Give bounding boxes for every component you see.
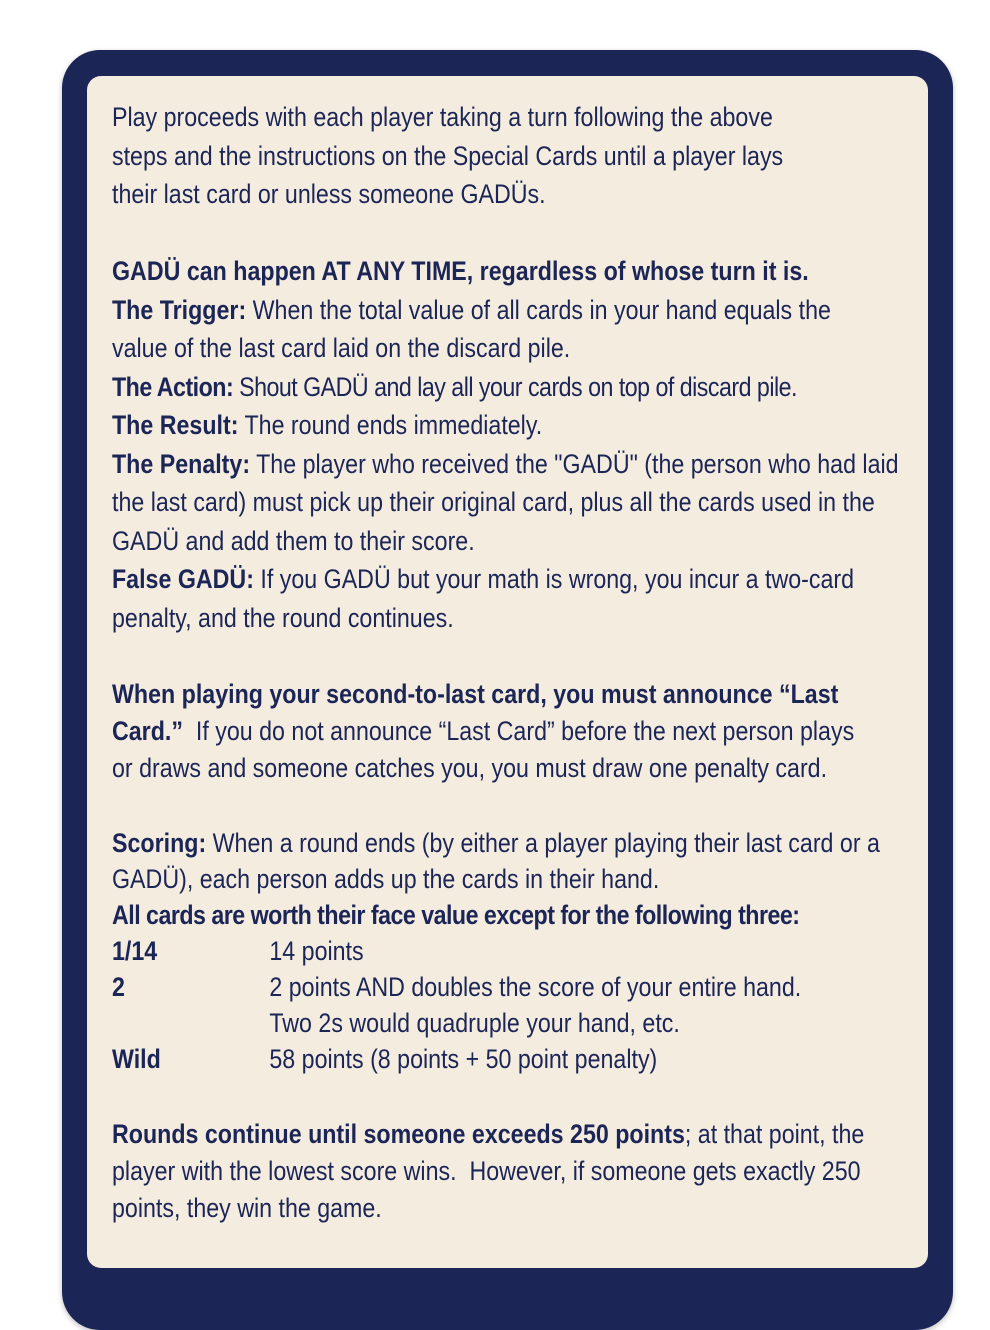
penalty-label: The Penalty: bbox=[112, 448, 251, 479]
action-label: The Action: bbox=[112, 371, 234, 402]
scoring-section bbox=[112, 825, 912, 1077]
last-card-text: If you do not announce “Last Card” before the next person plays or draws and someone catches you, you must draw one penalty card. bbox=[112, 715, 861, 783]
rules-content bbox=[112, 98, 912, 1227]
gadu-result bbox=[112, 406, 912, 445]
spacer bbox=[112, 637, 912, 676]
last-card-paragraph bbox=[112, 676, 877, 787]
score-row bbox=[112, 933, 912, 969]
score-row-value: 2 points AND doubles the score of your entire hand. Two 2s would quadruple your hand, etc. bbox=[269, 972, 814, 1038]
rules-card bbox=[62, 50, 953, 1330]
last-card-bold: When playing your second-to-last card, you must announce “Last Card.” bbox=[112, 678, 839, 746]
scoring-label: Scoring: bbox=[112, 828, 207, 858]
gadu-heading-text: GADÜ can happen AT ANY TIME, regardless of whose turn it is. bbox=[112, 256, 809, 286]
spacer bbox=[112, 214, 912, 253]
rounds-bold: Rounds continue until someone exceeds 250 points bbox=[112, 1118, 685, 1149]
rules-panel bbox=[87, 76, 928, 1268]
spacer bbox=[112, 1077, 912, 1116]
gadu-false bbox=[112, 560, 869, 637]
gadu-penalty bbox=[112, 445, 912, 561]
penalty-text: The player who received the "GADÜ" (the person who had laid the last card) must pick up their original card, plus all the cards used in the GADÜ and add them to their score. bbox=[112, 448, 899, 556]
score-row-value: 58 points (8 points + 50 point penalty) bbox=[269, 1044, 658, 1074]
gadu-heading bbox=[112, 252, 886, 291]
scoring-exception-text: All cards are worth their face value except for the following three: bbox=[112, 900, 800, 930]
gadu-trigger bbox=[112, 291, 886, 368]
false-label: False GADÜ: bbox=[112, 564, 254, 594]
scoring-text: When a round ends (by either a player playing their last card or a GADÜ), each person adds up the cards in their hand. bbox=[112, 828, 880, 894]
score-row-key: Wild bbox=[112, 1044, 161, 1074]
false-text: If you GADÜ but your math is wrong, you incur a two-card penalty, and the round continues. bbox=[112, 564, 855, 633]
scoring-exception-heading bbox=[112, 897, 920, 933]
rounds-paragraph bbox=[112, 1116, 886, 1227]
result-text: The round ends immediately. bbox=[238, 410, 543, 440]
score-row bbox=[112, 1041, 912, 1077]
gadu-action bbox=[112, 368, 886, 407]
trigger-label: The Trigger: bbox=[112, 294, 247, 325]
rounds-text: ; at that point, the player with the lowest score wins. However, if someone gets exactly 250 points, they win the game. bbox=[112, 1118, 871, 1223]
score-row bbox=[112, 969, 912, 1041]
score-row-key: 1/14 bbox=[112, 936, 158, 966]
result-label: The Result: bbox=[112, 410, 239, 440]
action-text: Shout GADÜ and lay all your cards on top of discard pile. bbox=[233, 371, 797, 402]
score-row-key: 2 bbox=[112, 972, 125, 1002]
score-row-value: 14 points bbox=[269, 936, 364, 966]
intro-paragraph: Play proceeds with each player taking a turn following the above steps and the instructions on the Special Cards until a player lays their last card or unless someone GADÜs. bbox=[112, 102, 784, 209]
trigger-text: When the total value of all cards in your hand equals the value of the last card laid on the discard pile. bbox=[112, 294, 831, 363]
spacer bbox=[112, 787, 912, 826]
scoring-paragraph bbox=[112, 825, 886, 897]
